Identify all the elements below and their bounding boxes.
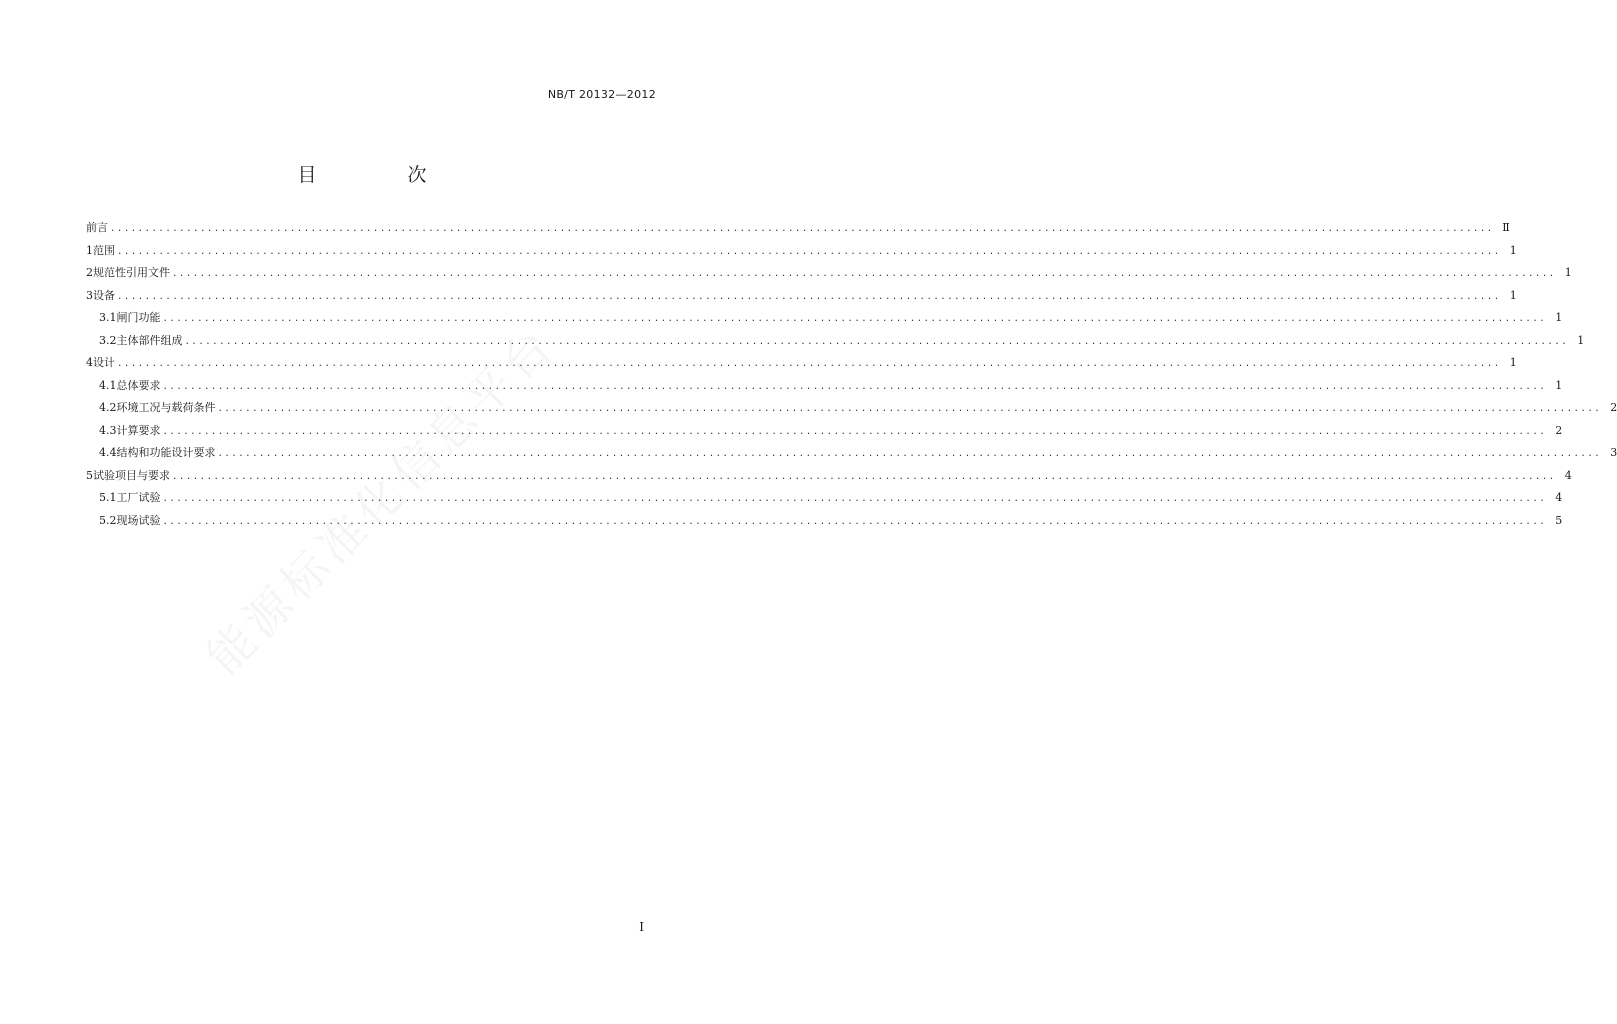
toc-entry-page: 1	[1577, 333, 1585, 347]
toc-entry-number: 4.4	[99, 446, 117, 459]
toc-entry-number: 3.1	[99, 311, 117, 324]
toc-entry-number: 4.1	[99, 378, 117, 392]
toc-entry-number: 4.2	[99, 401, 117, 414]
toc-entry-label: 设备	[93, 288, 115, 302]
toc-entry[interactable]	[86, 420, 1563, 443]
toc-dot-leader: ........................................................................................................................................................................................................	[162, 494, 1547, 504]
toc-entry-number: 2	[86, 266, 93, 279]
toc-entry-number: 3.2	[99, 333, 117, 347]
toc-entry[interactable]	[86, 262, 1572, 285]
toc-dot-leader: ........................................................................................................................................................................................................	[184, 336, 1569, 347]
toc-entry-label: 范围	[93, 243, 115, 257]
toc-dot-leader: ........................................................................................................................................................................................................	[217, 449, 1602, 459]
toc-entry-label: 计算要求	[116, 423, 161, 437]
toc-entry-page: 1	[1509, 288, 1517, 302]
toc-entry[interactable]	[86, 397, 1617, 420]
toc-entry-label: 试验项目与要求	[93, 468, 170, 482]
toc-entry-label: 闸门功能	[116, 311, 161, 324]
toc-entry-label: 环境工况与载荷条件	[116, 401, 216, 414]
toc-entry[interactable]	[86, 307, 1563, 330]
toc-entry-page: Ⅱ	[1502, 221, 1510, 234]
toc-entry-number: 5.2	[99, 513, 117, 527]
toc-dot-leader: ........................................................................................................................................................................................................	[117, 246, 1501, 257]
toc-entry-page: 2	[1610, 401, 1617, 414]
toc-entry-page: 2	[1555, 423, 1563, 437]
toc-entry-number: 4.3	[99, 423, 117, 437]
toc-entry-label: 现场试验	[116, 513, 161, 527]
toc-entry-label: 主体部件组成	[116, 333, 183, 347]
toc-entry-page: 1	[1555, 378, 1563, 392]
toc-dot-leader: ........................................................................................................................................................................................................	[162, 381, 1547, 392]
toc-entry-label: 规范性引用文件	[93, 266, 170, 279]
page-title: 目 次	[297, 164, 463, 186]
toc-entry-page: 1	[1509, 243, 1517, 257]
toc-entry-number: 3	[86, 288, 93, 302]
toc-dot-leader: ........................................................................................................................................................................................................	[172, 269, 1556, 279]
toc-entry-label: 结构和功能设计要求	[116, 446, 216, 459]
toc-entry-number: 1	[86, 243, 93, 257]
toc-entry[interactable]	[86, 240, 1517, 263]
toc-entry-page: 1	[1555, 311, 1563, 324]
toc-dot-leader: ........................................................................................................................................................................................................	[162, 314, 1547, 324]
toc-entry[interactable]	[86, 330, 1585, 353]
standard-code: NB/T 20132—2012	[547, 88, 656, 101]
toc-dot-leader: ........................................................................................................................................................................................................	[162, 516, 1547, 527]
toc-entry-page: 1	[1564, 266, 1572, 279]
toc-dot-leader: ........................................................................................................................................................................................................	[217, 404, 1602, 414]
toc-entry-number: 4	[86, 356, 93, 369]
toc-dot-leader: ........................................................................................................................................................................................................	[117, 359, 1501, 369]
toc-entry-page: 4	[1555, 491, 1563, 504]
toc-entry[interactable]	[86, 217, 1510, 240]
toc-dot-leader: ........................................................................................................................................................................................................	[117, 291, 1501, 302]
toc-entry-page: 4	[1564, 468, 1572, 482]
footer-page-number: Ⅰ	[639, 920, 644, 934]
toc-entry[interactable]	[86, 285, 1517, 308]
toc-entry-page: 5	[1555, 513, 1563, 527]
toc-entry[interactable]	[86, 375, 1563, 398]
toc-entry-number: 5	[86, 468, 93, 482]
toc-dot-leader: ........................................................................................................................................................................................................	[110, 224, 1494, 234]
toc-entry-label: 前言	[86, 221, 108, 234]
toc-dot-leader: ........................................................................................................................................................................................................	[172, 471, 1556, 482]
toc-entry-label: 工厂试验	[116, 491, 161, 504]
toc-entry-page: 1	[1509, 356, 1517, 369]
toc-entry-label: 设计	[93, 356, 115, 369]
toc-entry-label: 总体要求	[116, 378, 161, 392]
toc-entry-page: 3	[1610, 446, 1617, 459]
toc-entry-number: 5.1	[99, 491, 117, 504]
toc-dot-leader: ........................................................................................................................................................................................................	[162, 426, 1547, 437]
